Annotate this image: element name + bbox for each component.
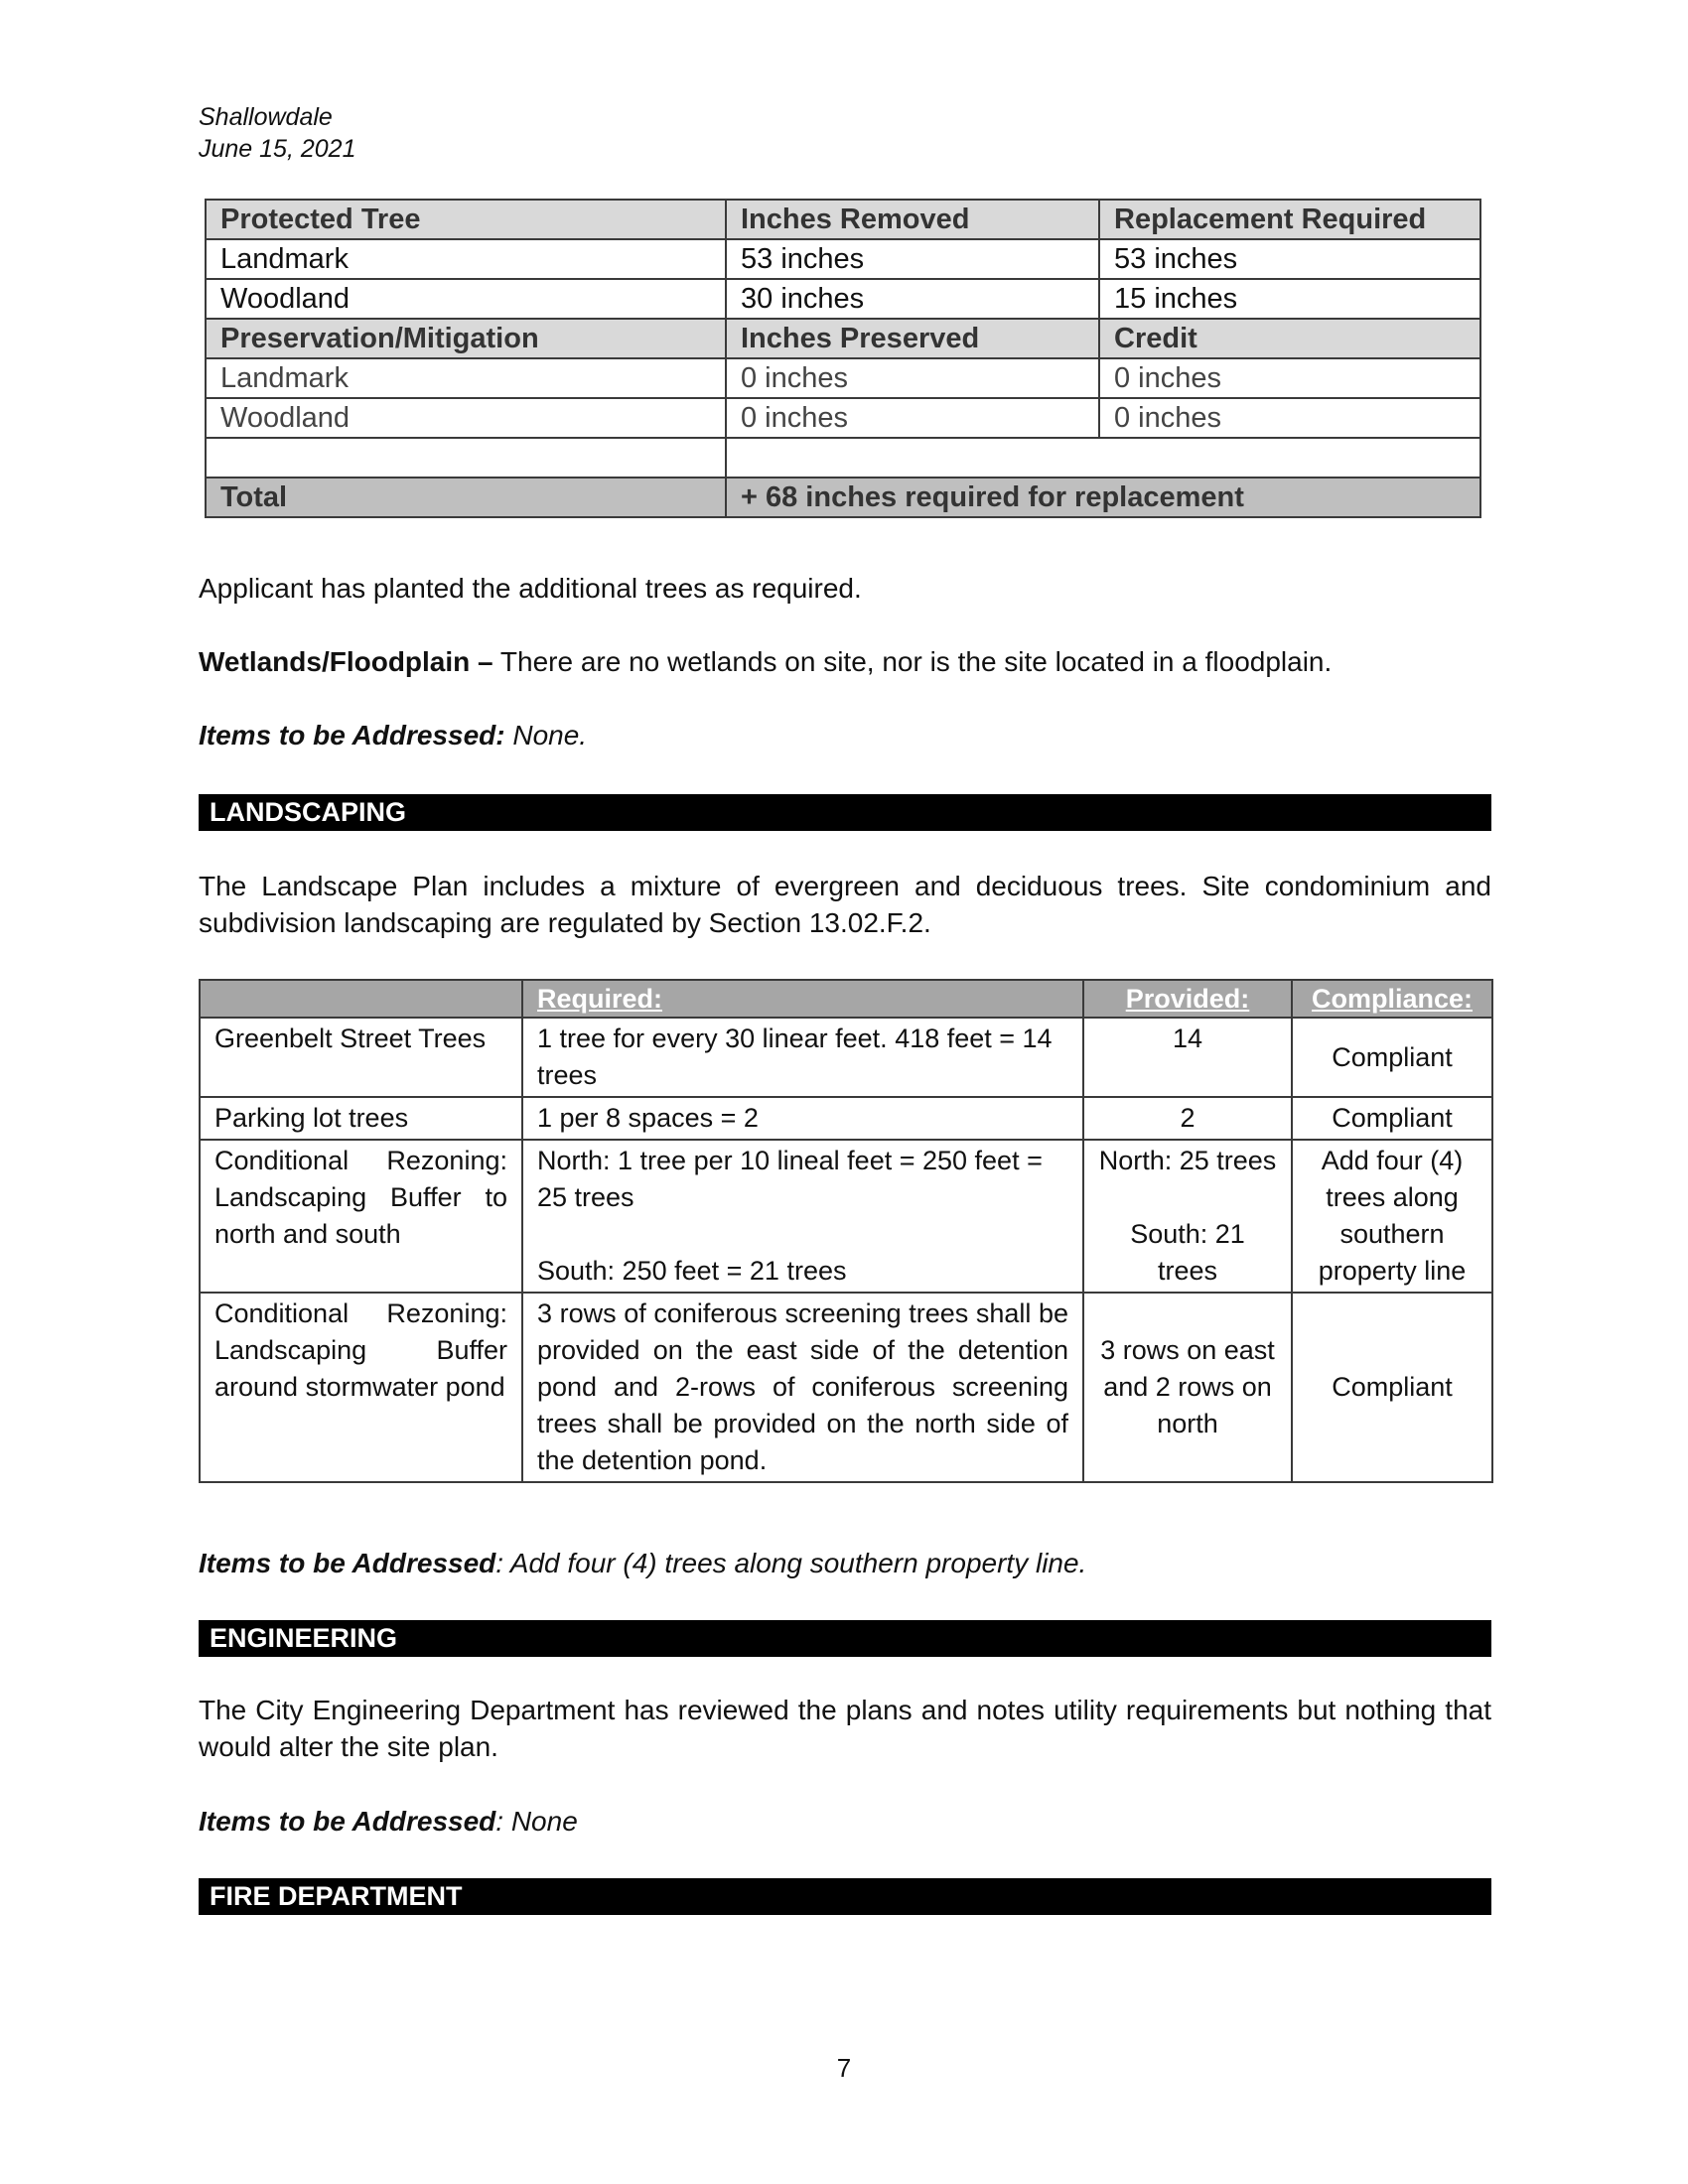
wetlands-label: Wetlands/Floodplain – — [199, 646, 493, 677]
items-label: Items to be Addressed — [199, 1806, 496, 1837]
section-heading-landscaping: LANDSCAPING — [199, 794, 1491, 831]
wetlands-text: There are no wetlands on site, nor is the site located in a floodplain. — [492, 646, 1333, 677]
row-item: Conditional Rezoning: Landscaping Buffer around stormwater pond — [200, 1293, 522, 1482]
header-project: Shallowdale — [199, 103, 333, 131]
column-header-compliance: Compliance: — [1292, 980, 1492, 1018]
table-cell: 30 inches — [726, 279, 1099, 319]
table-cell: 0 inches — [1099, 398, 1480, 438]
table-cell: Credit — [1099, 319, 1480, 358]
total-label: Total — [206, 478, 726, 517]
tree-table-total-row — [206, 478, 1480, 517]
section-heading-engineering: ENGINEERING — [199, 1620, 1491, 1657]
items-addressed-landscaping — [199, 1545, 1491, 1581]
row-provided: 3 rows on east and 2 rows on north — [1083, 1293, 1292, 1482]
items-addressed-trees — [199, 717, 1491, 753]
row-required: North: 1 tree per 10 lineal feet = 250 feet = 25 trees South: 250 feet = 21 trees — [522, 1140, 1083, 1293]
landscaping-table — [199, 979, 1493, 1483]
row-required: 1 tree for every 30 linear feet. 418 feet = 14 trees — [522, 1018, 1083, 1097]
table-row-empty — [206, 438, 1480, 478]
row-compliance: Compliant — [1292, 1018, 1492, 1097]
items-label: Items to be Addressed — [199, 1548, 496, 1578]
table-row — [200, 1097, 1492, 1140]
row-provided: 14 — [1083, 1018, 1292, 1097]
items-value: : Add four (4) trees along southern property line. — [495, 1548, 1087, 1578]
table-cell: 15 inches — [1099, 279, 1480, 319]
table-cell: 0 inches — [726, 358, 1099, 398]
table-cell: 53 inches — [726, 239, 1099, 279]
table-cell: 0 inches — [726, 398, 1099, 438]
total-value: + 68 inches required for replacement — [726, 478, 1480, 517]
row-compliance: Add four (4) trees along southern property line — [1292, 1140, 1492, 1293]
wetlands-paragraph — [199, 643, 1491, 680]
row-compliance: Compliant — [1292, 1097, 1492, 1140]
table-cell: 0 inches — [1099, 358, 1480, 398]
row-required: 3 rows of coniferous screening trees shall be provided on the east side of the detention pond and 2-rows of coniferous screening trees shall be provided on the north side of the detention pond. — [522, 1293, 1083, 1482]
section-heading-fire-department: FIRE DEPARTMENT — [199, 1878, 1491, 1915]
table-cell — [206, 438, 726, 478]
row-item: Greenbelt Street Trees — [200, 1018, 522, 1097]
items-value: None. — [504, 720, 588, 751]
row-item: Parking lot trees — [200, 1097, 522, 1140]
row-compliance: Compliant — [1292, 1293, 1492, 1482]
table-row — [200, 1018, 1492, 1097]
table-cell: 53 inches — [1099, 239, 1480, 279]
table-cell: Inches Preserved — [726, 319, 1099, 358]
tree-table-subheader-row — [206, 319, 1480, 358]
table-row — [200, 1293, 1492, 1482]
items-value: : None — [495, 1806, 578, 1837]
landscaping-table-header — [200, 980, 1492, 1018]
page-number: 7 — [836, 2053, 852, 2083]
tree-table — [205, 199, 1481, 518]
table-cell — [726, 438, 1480, 478]
column-header-required: Required: — [522, 980, 1083, 1018]
column-header-provided: Provided: — [1083, 980, 1292, 1018]
header-date: June 15, 2021 — [199, 135, 356, 163]
table-cell: Landmark — [206, 239, 726, 279]
row-provided: North: 25 trees South: 21 trees — [1083, 1140, 1292, 1293]
table-row — [206, 239, 1480, 279]
table-cell: Landmark — [206, 358, 726, 398]
items-label: Items to be Addressed: — [199, 720, 505, 751]
row-provided: 2 — [1083, 1097, 1292, 1140]
table-cell: Inches Removed — [726, 200, 1099, 239]
items-addressed-engineering — [199, 1803, 1491, 1840]
column-header — [200, 980, 522, 1018]
table-cell: Woodland — [206, 279, 726, 319]
engineering-text: The City Engineering Department has reviewed the plans and notes utility requirements but nothing that would alter the site plan. — [199, 1695, 1491, 1762]
table-row — [206, 358, 1480, 398]
landscaping-intro: The Landscape Plan includes a mixture of evergreen and deciduous trees. Site condominium and subdivision landscaping are regulated by Section 13.02.F.2. — [199, 871, 1491, 938]
tree-table-header-row — [206, 200, 1480, 239]
table-cell: Protected Tree — [206, 200, 726, 239]
table-cell: Replacement Required — [1099, 200, 1480, 239]
table-row — [200, 1140, 1492, 1293]
table-cell: Preservation/Mitigation — [206, 319, 726, 358]
applicant-note: Applicant has planted the additional trees as required. — [199, 573, 862, 604]
row-required: 1 per 8 spaces = 2 — [522, 1097, 1083, 1140]
table-row — [206, 279, 1480, 319]
table-row — [206, 398, 1480, 438]
table-cell: Woodland — [206, 398, 726, 438]
row-item: Conditional Rezoning: Landscaping Buffer to north and south — [200, 1140, 522, 1293]
